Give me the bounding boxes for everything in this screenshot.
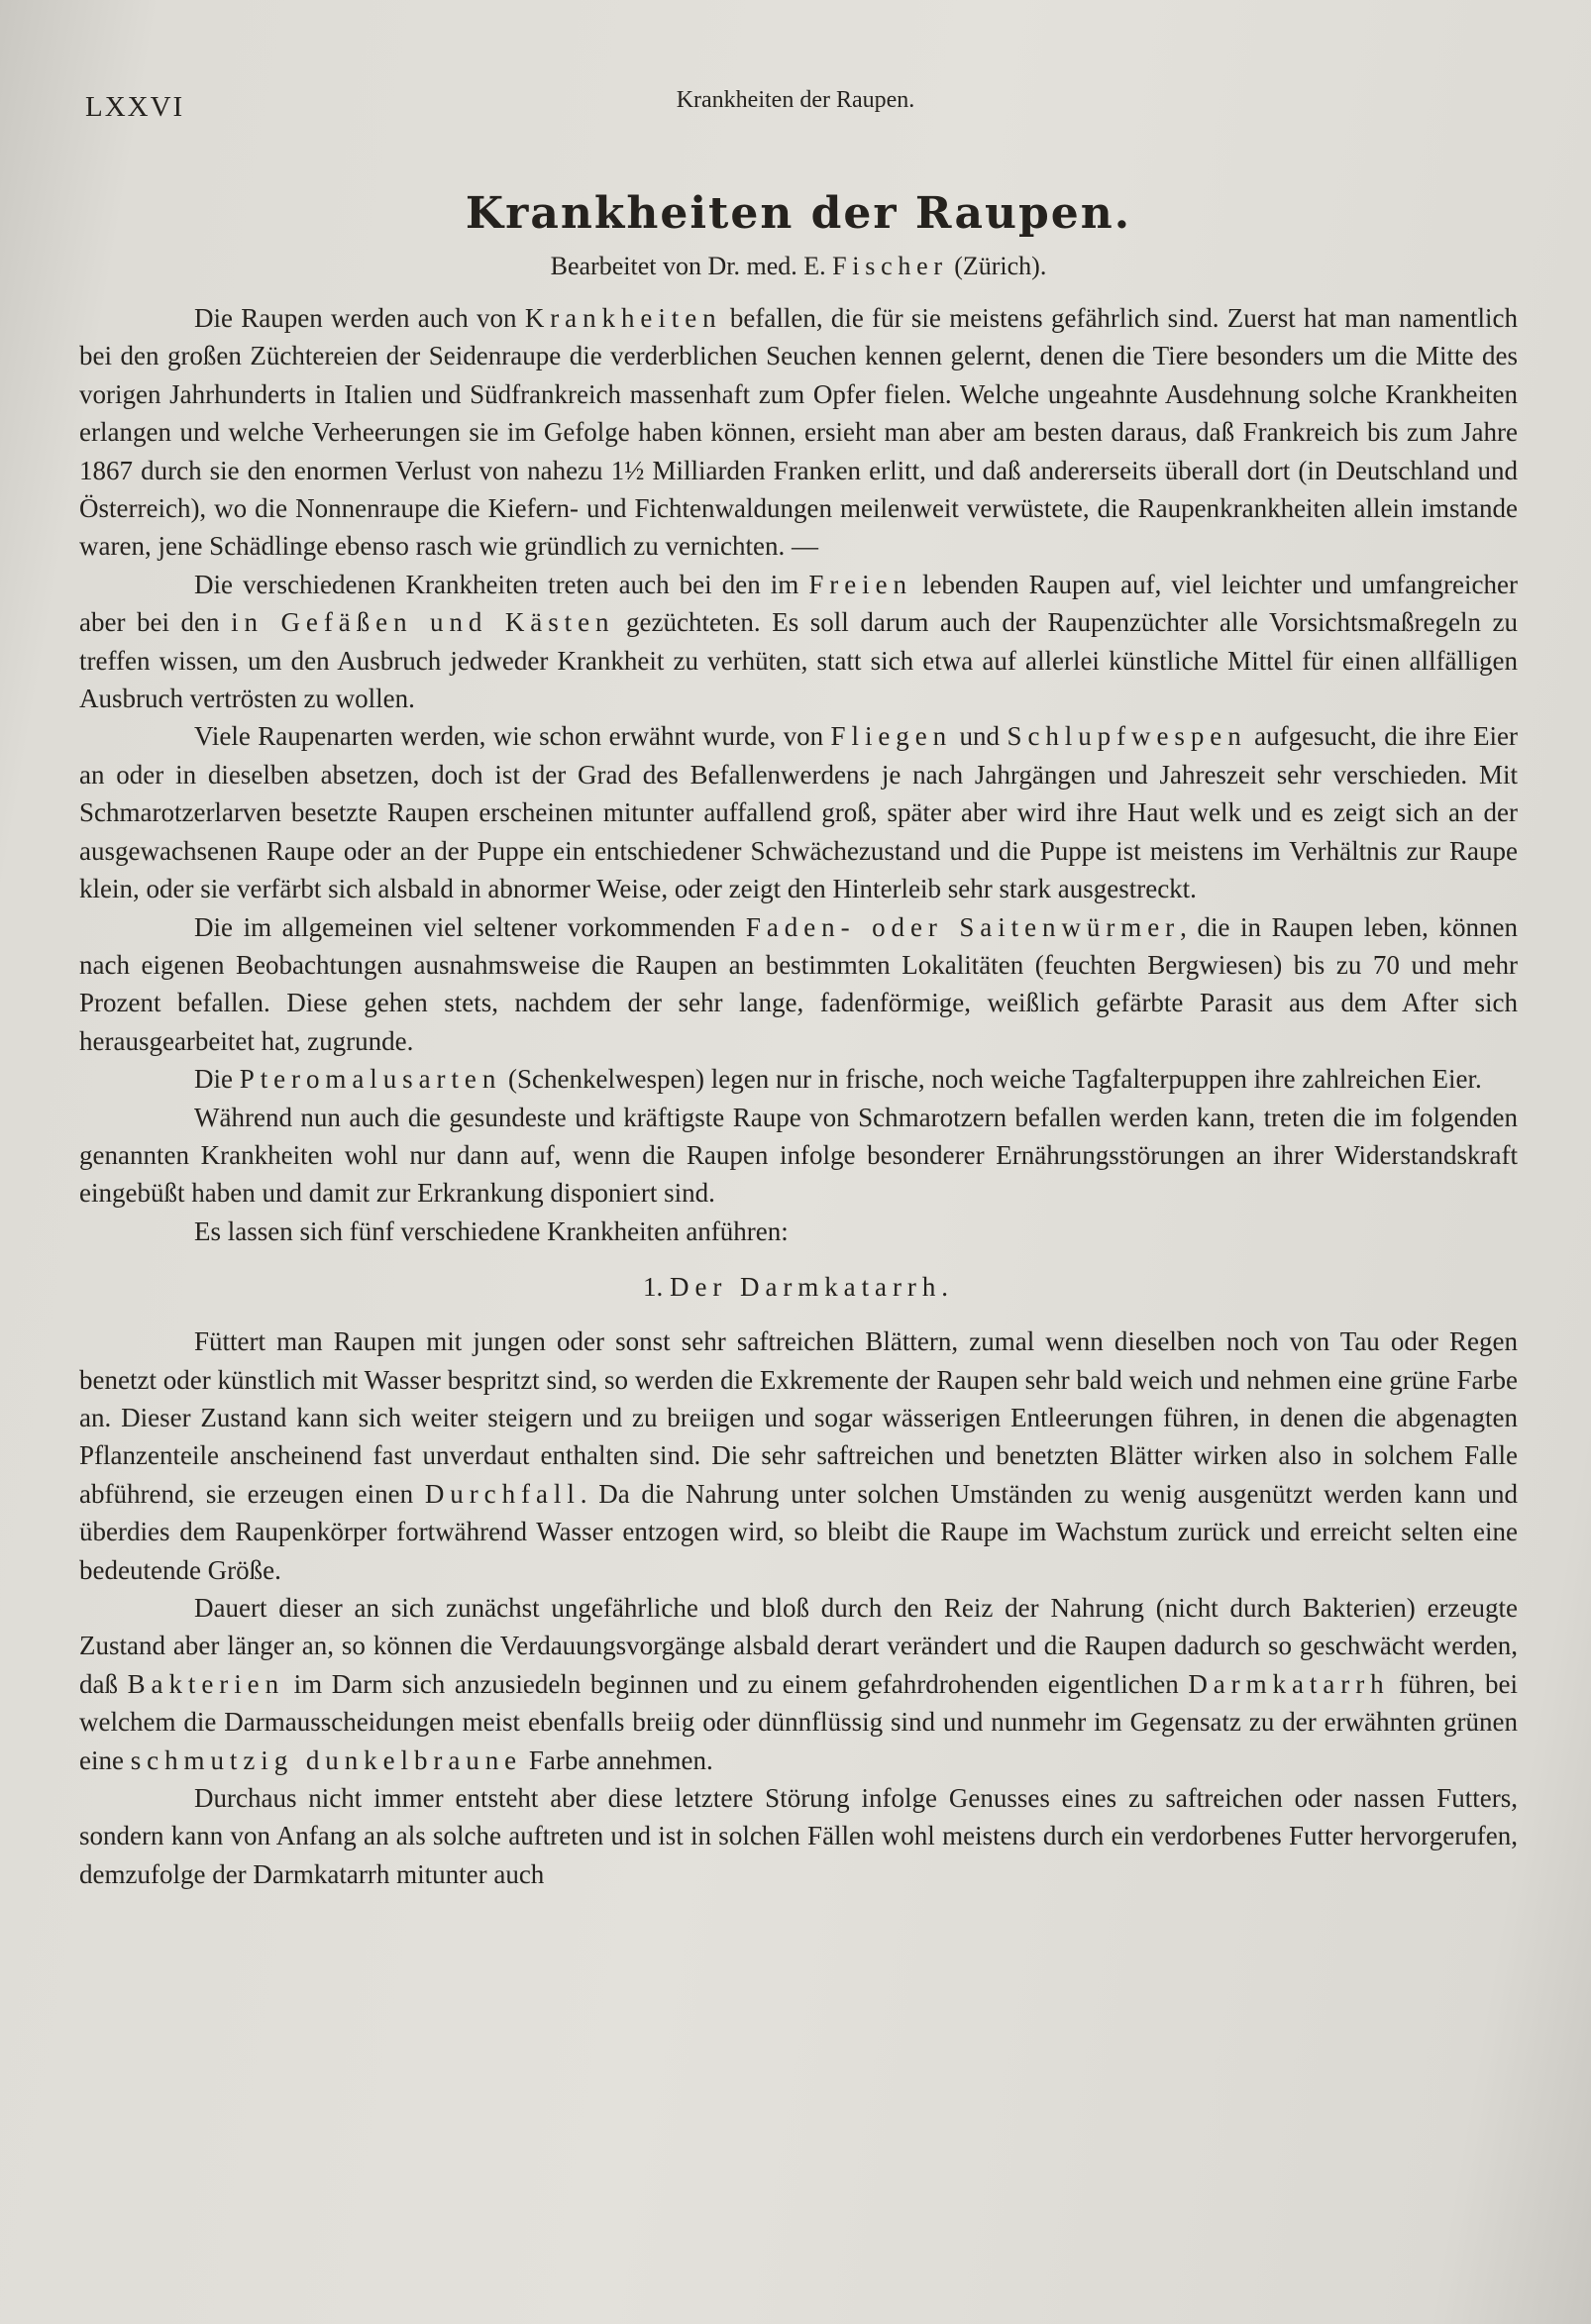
spaced-emphasis-text: Pteromalusarten (239, 1064, 502, 1095)
body-text: Durchaus nicht immer entsteht aber diese letztere Störung infolge Genusses eines zu saftreichen oder nassen Futters, sondern kann von Anfang an als solche auftreten und ist in solchen Fällen wohl meistens durch ein verdorbenes Futter hervorgerufen, demzufolge der Darmkatarrh mitunter auch (79, 1783, 1518, 1889)
byline-prefix: Bearbeitet von Dr. med. E. (550, 252, 826, 280)
paragraph (79, 1213, 1518, 1250)
paragraph (79, 1099, 1518, 1213)
body-text: führen, bei welchem die Darmausscheidungen meist ebenfalls breiig oder dünnflüssig sind und nunmehr im Gegensatz zu der erwähnten grünen eine (79, 1668, 1518, 1775)
body-text: Es lassen sich fünf verschiedene Krankheiten anführen: (194, 1215, 789, 1246)
spaced-emphasis-text: Krankheiten (524, 303, 722, 333)
paragraph (79, 717, 1518, 907)
paragraph (79, 1060, 1518, 1098)
article-body (79, 184, 1518, 1893)
body-text: gezüchteten. Es soll darum auch der Raupenzüchter alle Vorsichtsmaßregeln zu treffen wissen, um den Ausbruch jedweder Krankheit zu verhüten, statt sich etwa auf allerlei künstliche Mittel für einen allfälligen Ausbruch vertrösten zu wollen. (79, 607, 1518, 714)
section-number: 1. (643, 1272, 664, 1303)
spaced-emphasis-text: Faden- oder Saitenwürmer (745, 911, 1181, 942)
body-text: Während nun auch die gesundeste und kräftigste Raupe von Schmarotzern befallen werden kann, treten die im folgenden genannten Krankheiten wohl nur dann auf, wenn die Raupen infolge besonderer Ernährungsstörungen an ihrer Widerstandskraft eingebüßt haben und damit zur Erkrankung disponiert sind. (79, 1102, 1518, 1209)
page-title: Krankheiten der Raupen. (465, 188, 1132, 239)
spaced-emphasis-text: Fliegen (830, 721, 953, 752)
byline (79, 252, 1518, 281)
body-text: Die im allgemeinen viel seltener vorkommenden (194, 911, 746, 942)
body-text: und (952, 721, 1008, 752)
paragraph (79, 1589, 1518, 1779)
running-title: Krankheiten der Raupen. (676, 87, 915, 113)
spaced-emphasis-text: schmutzig dunkelbraune (130, 1744, 523, 1775)
byline-suffix: (Zürich). (954, 252, 1047, 280)
body-text: Die verschiedenen Krankheiten treten auch bei den im (194, 569, 809, 599)
body-text: Füttert man Raupen mit jungen oder sonst sehr saftreichen Blättern, zumal wenn dieselben noch von Tau oder Regen benetzt oder künstlich mit Wasser bespritzt sind, so werden die Exkremente der Raupen sehr bald weich und nehmen eine grüne Farbe an. Dieser Zustand kann sich weiter steigern und zu breiigen und sogar wässerigen Entleerungen führen, in denen die abgenagten Pflanzenteile anscheinend fast unverdaut enthalten sind. Die sehr saftreichen und benetzten Blätter wirken also in solchem Falle abführend, sie erzeugen einen (79, 1326, 1518, 1509)
body-text: aufgesucht, die ihre Eier an oder in dieselben absetzen, doch ist der Grad des Befallenwerdens je nach Jahrgängen und Jahreszeit sehr verschieden. Mit Schmarotzerlarven besetzte Raupen erscheinen mitunter auffallend groß, später aber wird ihre Haut welk und es zeigt sich an der ausgewachsenen Raupe oder an der Puppe ein entschiedener Schwächezustand und die Puppe ist meistens im Verhältnis zur Raupe klein, oder sie verfärbt sich alsbald in abnormer Weise, oder zeigt den Hinterleib sehr stark ausgestreckt. (79, 721, 1519, 904)
body-text: , die in Raupen leben, können nach eigenen Beobachtungen ausnahmsweise die Raupen an bestimmten Lokalitäten (feuchten Bergwiesen) bis zu 70 und mehr Prozent befallen. Diese gehen stets, nachdem der sehr lange, fadenförmige, weißlich gefärbte Parasit aus dem After sich herausgearbeitet hat, zugrunde. (79, 911, 1518, 1056)
paragraph (79, 1322, 1518, 1589)
spaced-emphasis-text: Durchfall (424, 1478, 581, 1509)
body-text: im Darm sich anzusiedeln beginnen und zu einem gefahrdrohenden eigentlichen (284, 1668, 1189, 1699)
body-text: Viele Raupenarten werden, wie schon erwähnt wurde, von (194, 721, 831, 752)
spaced-emphasis-text: in Gefäßen und Kästen (231, 607, 615, 638)
paragraph (79, 566, 1518, 718)
paragraph (79, 908, 1518, 1061)
body-text: . Da die Nahrung unter solchen Umständen zu wenig ausgenützt werden kann und überdies dem Raupenkörper fortwährend Wasser entzogen wird, so bleibt die Raupe im Wachstum zurück und erreicht selten eine bedeutende Größe. (79, 1478, 1518, 1585)
page-number: LXXVI (85, 91, 185, 123)
spaced-emphasis-text: Darmkatarrh (1188, 1668, 1390, 1699)
body-text: (Schenkelwespen) legen nur in frische, noch weiche Tagfalterpuppen ihre zahlreichen Eier. (501, 1064, 1482, 1095)
spaced-emphasis-text: Freien (808, 569, 912, 599)
section-heading (79, 1272, 1518, 1303)
body-text: Die (194, 1064, 240, 1095)
spaced-emphasis-text: Bakterien (127, 1668, 285, 1699)
body-text: Die Raupen werden auch von (194, 303, 525, 333)
spaced-emphasis-text: Schlupfwespen (1007, 721, 1247, 752)
body-text: befallen, die für sie meistens gefährlich sind. Zuerst hat man namentlich bei den großen Züchtereien der Seidenraupe die verderblichen Seuchen kennen gelernt, denen die Tiere besonders um die Mitte des vorigen Jahrhunderts in Italien und Südfrankreich massenhaft zum Opfer fielen. Welche ungeahnte Ausdehnung solche Krankheiten erlangen und welche Verheerungen sie im Gefolge haben können, ersieht man aber am besten daraus, daß Frankreich bis zum Jahre 1867 durch sie den enormen Verlust von nahezu 1½ Milliarden Franken erlitt, und daß andererseits überall dort (in Deutschland und Österreich), wo die Nonnenraupe die Kiefern- und Fichtenwaldungen meilenweit verwüstete, die Raupenkrankheiten allein imstande waren, jene Schädlinge ebenso rasch wie gründlich zu vernichten. — (79, 303, 1518, 562)
byline-author: Fischer (832, 252, 948, 280)
paragraph (79, 299, 1518, 566)
section-title: Der Darmkatarrh. (670, 1272, 954, 1303)
body-text: lebenden Raupen auf, viel leichter und umfangreicher aber bei den (79, 569, 1518, 638)
running-head (85, 85, 1506, 125)
body-text: Farbe annehmen. (522, 1744, 713, 1775)
body-text: Dauert dieser an sich zunächst ungefährliche und bloß durch den Reiz der Nahrung (nicht durch Bakterien) erzeugte Zustand aber länger an, so können die Verdauungsvorgänge alsbald derart verändert und die Raupen dadurch so geschwächt werden, daß (79, 1593, 1518, 1699)
paragraph (79, 1779, 1518, 1893)
